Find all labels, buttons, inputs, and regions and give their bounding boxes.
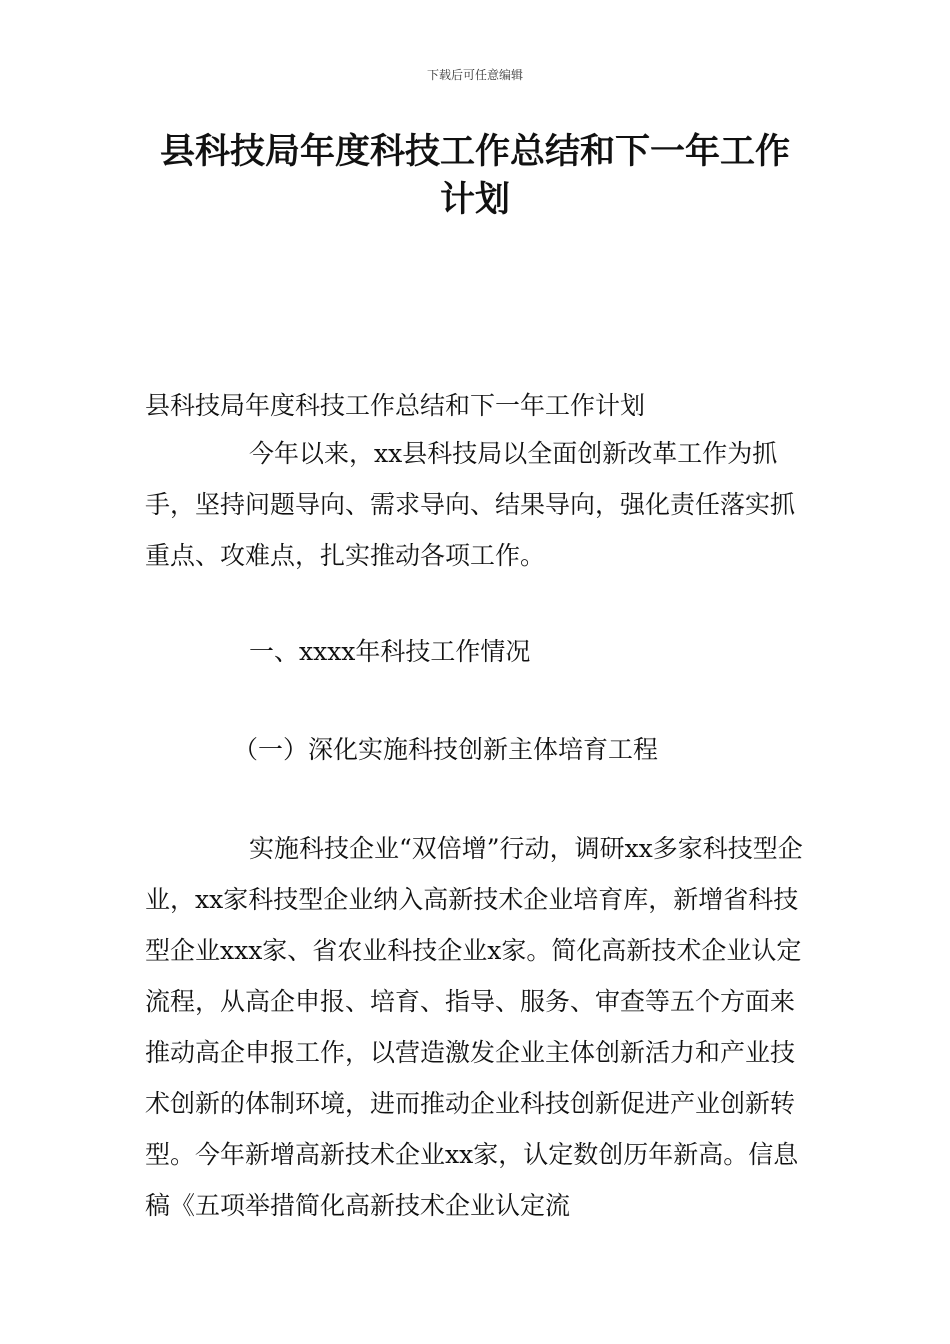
body-paragraph: 实施科技企业“双倍增”行动，调研xx多家科技型企业，xx家科技型企业纳入高新技术企业培育库，新增省科技型企业xxx家、省农业科技企业x家。简化高新技术企业认定流程，从高企申报、培育、指导、服务、审查等五个方面来推动高企申报工作，以营造激发企业主体创新活力和产业技术创新的体制环境，进而推动企业科技创新促进产业创新转型。今年新增高新技术企业xx家，认定数创历年新高。信息稿《五项举措简化高新技术企业认定流 [145, 834, 803, 1220]
section-heading-one: 一、xxxx年科技工作情况 [249, 637, 531, 666]
subsection-heading-one: （一）深化实施科技创新主体培育工程 [233, 735, 659, 764]
document-subtitle: 县科技局年度科技工作总结和下一年工作计划 [145, 391, 646, 420]
header-note: 下载后可任意编辑 [426, 68, 523, 82]
intro-paragraph: 今年以来，xx县科技局以全面创新改革工作为抓手，坚持问题导向、需求导向、结果导向，强化责任落实抓重点、攻难点，扎实推动各项工作。 [145, 439, 796, 570]
document-title: 县科技局年度科技工作总结和下一年工作计划 [159, 132, 790, 220]
